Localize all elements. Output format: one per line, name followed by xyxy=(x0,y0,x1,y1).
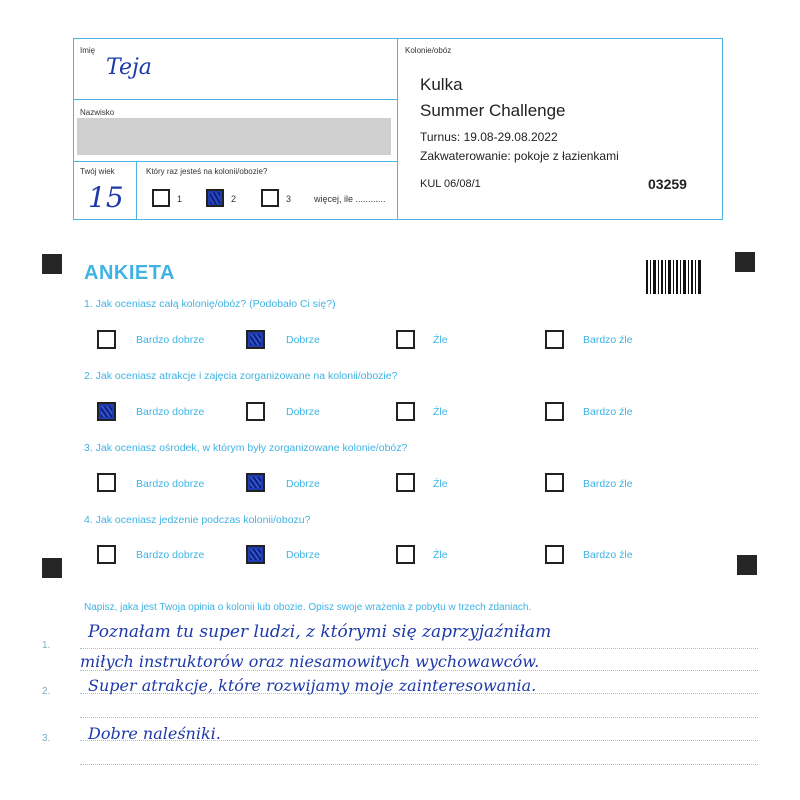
answer-line xyxy=(80,648,758,649)
q1-bardzo-zle-checkbox[interactable] xyxy=(545,330,564,349)
q3-zle-checkbox[interactable] xyxy=(396,473,415,492)
wiek-value: 15 xyxy=(88,181,124,214)
q2-zle-checkbox[interactable] xyxy=(396,402,415,421)
opinion-line-2: miłych instruktorów oraz niesamowitych wychowawców. xyxy=(80,652,540,671)
age-divider xyxy=(136,161,137,219)
q4-bardzo-zle-label: Bardzo źle xyxy=(583,549,633,561)
opinion-line-1: Poznałam tu super ludzi, z którymi się zaprzyjaźniłam xyxy=(88,622,552,642)
q2-bardzo-dobrze-label: Bardzo dobrze xyxy=(136,406,205,418)
registration-marker xyxy=(737,555,757,575)
q4-bardzo-dobrze-checkbox[interactable] xyxy=(97,545,116,564)
zakwaterowanie: Zakwaterowanie: pokoje z łazienkami xyxy=(420,149,619,163)
q3-bardzo-zle-label: Bardzo źle xyxy=(583,478,633,490)
visit-count-option-2: 2 xyxy=(231,194,237,204)
answer-line xyxy=(80,764,758,765)
barcode xyxy=(646,260,702,294)
camp-subtitle: Summer Challenge xyxy=(420,101,566,120)
visit-count-option-3: 3 xyxy=(286,194,292,204)
q1-dobrze-checkbox[interactable] xyxy=(246,330,265,349)
q1-dobrze-label: Dobrze xyxy=(286,334,320,346)
header-rule xyxy=(74,161,397,162)
line-number-1: 1. xyxy=(42,640,51,651)
ktory-raz-label: Który raz jesteś na kolonii/obozie? xyxy=(146,167,268,176)
q2-dobrze-checkbox[interactable] xyxy=(246,402,265,421)
survey-title: ANKIETA xyxy=(84,262,175,284)
q4-zle-label: Źle xyxy=(433,549,448,561)
question-3: 3. Jak oceniasz ośrodek, w którym były zorganizowane kolonie/obóz? xyxy=(84,442,408,454)
registration-marker xyxy=(735,252,755,272)
q4-dobrze-label: Dobrze xyxy=(286,549,320,561)
answer-line xyxy=(80,717,758,718)
opinion-prompt: Napisz, jaka jest Twoja opinia o kolonii lub obozie. Opisz swoje wrażenia z pobytu w trzech zdaniach. xyxy=(84,602,532,613)
q3-bardzo-dobrze-label: Bardzo dobrze xyxy=(136,478,205,490)
q4-bardzo-dobrze-label: Bardzo dobrze xyxy=(136,549,205,561)
student-info-box xyxy=(73,38,723,220)
form-number: 03259 xyxy=(648,176,687,192)
q2-bardzo-zle-checkbox[interactable] xyxy=(545,402,564,421)
camp-code: KUL 06/08/1 xyxy=(420,178,481,190)
q1-bardzo-zle-label: Bardzo źle xyxy=(583,334,633,346)
q4-dobrze-checkbox[interactable] xyxy=(246,545,265,564)
q3-dobrze-checkbox[interactable] xyxy=(246,473,265,492)
q4-bardzo-zle-checkbox[interactable] xyxy=(545,545,564,564)
camp-name: Kulka xyxy=(420,75,463,94)
turnus: Turnus: 19.08-29.08.2022 xyxy=(420,130,558,144)
opinion-line-3: Super atrakcje, które rozwijamy moje zainteresowania. xyxy=(88,676,537,695)
q2-bardzo-dobrze-checkbox[interactable] xyxy=(97,402,116,421)
wiek-label: Twój wiek xyxy=(80,167,115,176)
line-number-2: 2. xyxy=(42,686,51,697)
wiecej-label: więcej, ile ............ xyxy=(314,194,386,204)
kolonie-label: Kolonie/obóz xyxy=(405,46,452,55)
visit-count-checkbox-3[interactable] xyxy=(261,189,279,207)
q1-bardzo-dobrze-checkbox[interactable] xyxy=(97,330,116,349)
q3-dobrze-label: Dobrze xyxy=(286,478,320,490)
visit-count-option-1: 1 xyxy=(177,194,183,204)
imie-label: Imię xyxy=(80,46,96,55)
registration-marker xyxy=(42,558,62,578)
question-2: 2. Jak oceniasz atrakcje i zajęcia zorganizowane na kolonii/obozie? xyxy=(84,370,398,382)
question-1: 1. Jak oceniasz całą kolonię/obóz? (Podobało Ci się?) xyxy=(84,298,336,310)
imie-value: Teja xyxy=(106,55,152,80)
q2-bardzo-zle-label: Bardzo źle xyxy=(583,406,633,418)
header-rule xyxy=(74,99,397,100)
header-divider xyxy=(397,39,398,219)
opinion-line-4: Dobre naleśniki. xyxy=(88,724,221,743)
registration-marker xyxy=(42,254,62,274)
redacted-surname xyxy=(77,118,391,155)
q4-zle-checkbox[interactable] xyxy=(396,545,415,564)
q1-zle-checkbox[interactable] xyxy=(396,330,415,349)
q3-bardzo-dobrze-checkbox[interactable] xyxy=(97,473,116,492)
q1-bardzo-dobrze-label: Bardzo dobrze xyxy=(136,334,205,346)
q2-dobrze-label: Dobrze xyxy=(286,406,320,418)
q1-zle-label: Źle xyxy=(433,334,448,346)
q3-zle-label: Źle xyxy=(433,478,448,490)
line-number-3: 3. xyxy=(42,733,51,744)
nazwisko-label: Nazwisko xyxy=(80,108,115,117)
visit-count-checkbox-2[interactable] xyxy=(206,189,224,207)
visit-count-checkbox-1[interactable] xyxy=(152,189,170,207)
q2-zle-label: Źle xyxy=(433,406,448,418)
q3-bardzo-zle-checkbox[interactable] xyxy=(545,473,564,492)
question-4: 4. Jak oceniasz jedzenie podczas kolonii/obozu? xyxy=(84,514,311,526)
